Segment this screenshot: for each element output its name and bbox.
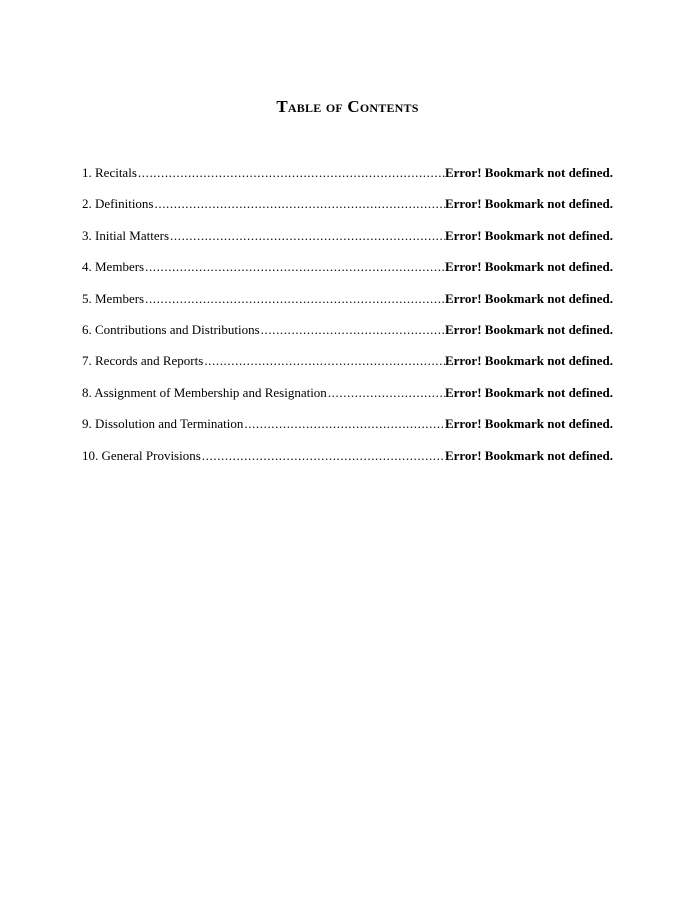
toc-entry-7[interactable] — [82, 352, 613, 383]
toc-entry-6[interactable] — [82, 321, 613, 352]
toc-entry-page-ref: Error! Bookmark not defined. — [444, 384, 613, 400]
toc-entry-page-ref: Error! Bookmark not defined. — [444, 196, 613, 212]
toc-dot-leader — [203, 352, 445, 370]
toc-entry-9[interactable] — [82, 415, 613, 446]
toc-entry-10[interactable] — [82, 447, 613, 478]
toc-dot-leader — [169, 227, 445, 245]
toc-entry-8[interactable] — [82, 384, 613, 415]
toc-entry-label: 2. Definitions — [82, 196, 154, 212]
toc-entry-label: 1. Recitals — [82, 165, 137, 180]
toc-entry-page-ref: Error! Bookmark not defined. — [444, 416, 613, 432]
toc-entry-3[interactable] — [82, 227, 613, 258]
toc-entry-label: 8. Assignment of Membership and Resignation — [82, 384, 327, 400]
toc-dot-leader — [144, 258, 445, 276]
toc-entry-5[interactable] — [82, 290, 613, 321]
toc-dot-leader — [260, 321, 445, 339]
toc-dot-leader — [137, 164, 445, 182]
toc-dot-leader — [327, 384, 445, 402]
toc-entry-page-ref: Error! Bookmark not defined. — [444, 259, 613, 275]
toc-entry-2[interactable] — [82, 195, 613, 226]
toc-entry-label: 3. Initial Matters — [82, 227, 170, 243]
toc-entry-page-ref: Error! Bookmark not defined. — [444, 290, 613, 306]
toc-list — [82, 164, 613, 478]
toc-title: Table of Contents — [276, 97, 419, 116]
toc-entry-4[interactable] — [82, 258, 613, 289]
toc-dot-leader — [201, 447, 445, 465]
toc-entry-label: 10. General Provisions — [82, 447, 201, 463]
toc-entry-label: 5. Members — [82, 290, 145, 306]
toc-entry-page-ref: Error! Bookmark not defined. — [444, 165, 613, 180]
toc-entry-page-ref: Error! Bookmark not defined. — [444, 227, 613, 243]
toc-entry-label: 9. Dissolution and Termination — [82, 416, 244, 432]
toc-entry-label: 6. Contributions and Distributions — [82, 321, 260, 337]
toc-entry-label: 7. Records and Reports — [82, 353, 204, 369]
toc-entry-page-ref: Error! Bookmark not defined. — [444, 447, 613, 463]
toc-dot-leader — [144, 290, 445, 308]
toc-entry-label: 4. Members — [82, 259, 145, 275]
toc-dot-leader — [243, 415, 445, 433]
toc-entry-page-ref: Error! Bookmark not defined. — [444, 321, 613, 337]
toc-entry-page-ref: Error! Bookmark not defined. — [444, 353, 613, 369]
toc-dot-leader — [154, 195, 445, 213]
toc-entry-1[interactable] — [82, 164, 613, 195]
